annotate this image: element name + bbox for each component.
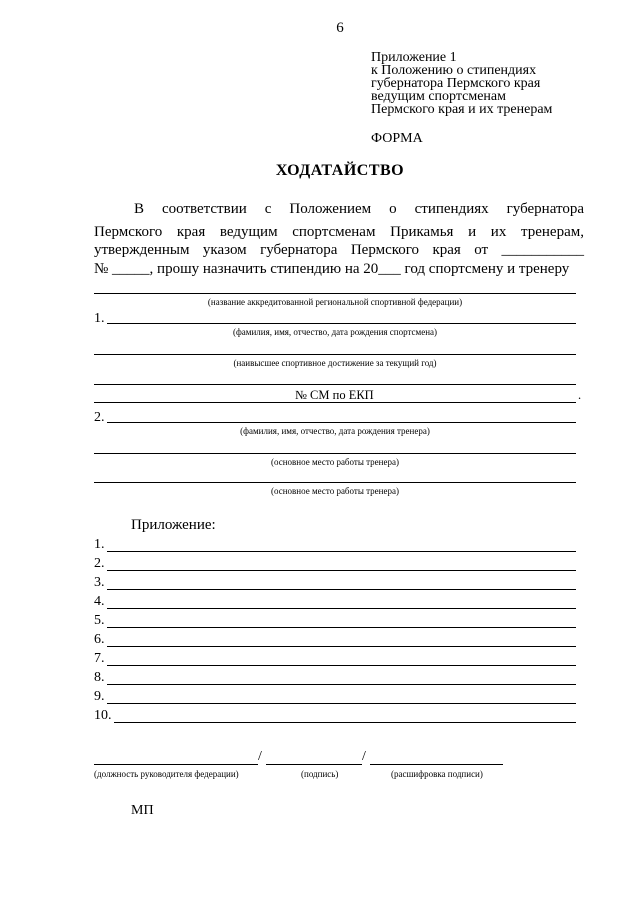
appendix-note-line: Приложение 1 — [371, 50, 457, 65]
attachment-number: 9. — [94, 689, 105, 704]
attachment-field-line[interactable] — [107, 570, 576, 571]
attachment-field-line[interactable] — [107, 589, 576, 590]
attachment-number: 7. — [94, 651, 105, 666]
attachment-number: 4. — [94, 594, 105, 609]
signature-field-line[interactable] — [266, 764, 362, 765]
attachment-field-line[interactable] — [114, 722, 576, 723]
coach-work-caption-2: (основное место работы тренера) — [271, 486, 399, 496]
federation-caption: (название аккредитованной региональной спортивной федерации) — [207, 297, 463, 307]
coach-work-field-line-2[interactable] — [94, 482, 576, 483]
achievement-extra-line[interactable] — [94, 384, 576, 385]
attachment-number: 6. — [94, 632, 105, 647]
document-title: ХОДАТАЙСТВО — [275, 162, 405, 179]
coach-work-field-line-1[interactable] — [94, 453, 576, 454]
attachment-number: 5. — [94, 613, 105, 628]
attachment-field-line[interactable] — [107, 646, 576, 647]
appendix-note-line: ведущим спортсменам — [371, 89, 506, 104]
ekp-label: № СМ по ЕКП — [295, 388, 374, 402]
coach-work-caption-1: (основное место работы тренера) — [271, 457, 399, 467]
page-number: 6 — [336, 20, 344, 36]
attachment-number: 8. — [94, 670, 105, 685]
position-field-line[interactable] — [94, 764, 258, 765]
intro-line-3: утвержденным указом губернатора Пермского края от ___________ — [94, 242, 584, 258]
attachment-number: 1. — [94, 537, 105, 552]
attachment-field-line[interactable] — [107, 665, 576, 666]
achievement-field-line[interactable] — [94, 354, 576, 355]
attachments-heading: Приложение: — [131, 517, 216, 533]
athlete-field-line[interactable] — [107, 323, 576, 324]
appendix-note-line: губернатора Пермского края — [371, 76, 541, 91]
decoding-caption: (расшифровка подписи) — [391, 769, 483, 779]
attachment-field-line[interactable] — [107, 627, 576, 628]
intro-line-2: Пермского края ведущим спортсменам Прикамья и их тренерам, — [94, 224, 584, 240]
signature-caption: (подпись) — [301, 769, 339, 779]
attachment-number: 2. — [94, 556, 105, 571]
athlete-caption: (фамилия, имя, отчество, дата рождения спортсмена) — [232, 327, 438, 337]
appendix-note-line: Пермского края и их тренерам — [371, 102, 553, 117]
attachment-number: 10. — [94, 708, 112, 723]
ekp-period: . — [578, 388, 582, 402]
attachment-field-line[interactable] — [107, 608, 576, 609]
signature-separator: / — [258, 749, 262, 764]
intro-line-4: № _____, прошу назначить стипендию на 20___ год спортсмену и тренеру — [94, 261, 570, 277]
appendix-note-line: к Положению о стипендиях — [371, 63, 537, 78]
attachment-number: 3. — [94, 575, 105, 590]
federation-field-line[interactable] — [94, 293, 576, 294]
signature-separator: / — [362, 749, 366, 764]
position-caption: (должность руководителя федерации) — [94, 769, 239, 779]
coach-caption: (фамилия, имя, отчество, дата рождения тренера) — [240, 426, 430, 436]
attachment-field-line[interactable] — [107, 551, 576, 552]
achievement-caption: (наивысшее спортивное достижение за текущий год) — [233, 358, 437, 368]
coach-field-line[interactable] — [107, 422, 576, 423]
attachment-field-line[interactable] — [107, 684, 576, 685]
athlete-number: 1. — [94, 311, 105, 326]
stamp-label: МП — [131, 803, 154, 818]
form-label: ФОРМА — [371, 131, 423, 146]
attachment-field-line[interactable] — [107, 703, 576, 704]
decoding-field-line[interactable] — [370, 764, 503, 765]
coach-number: 2. — [94, 410, 105, 425]
appendix-note — [371, 51, 552, 116]
intro-line-1: В соответствии с Положением о стипендиях губернатора — [134, 201, 584, 217]
